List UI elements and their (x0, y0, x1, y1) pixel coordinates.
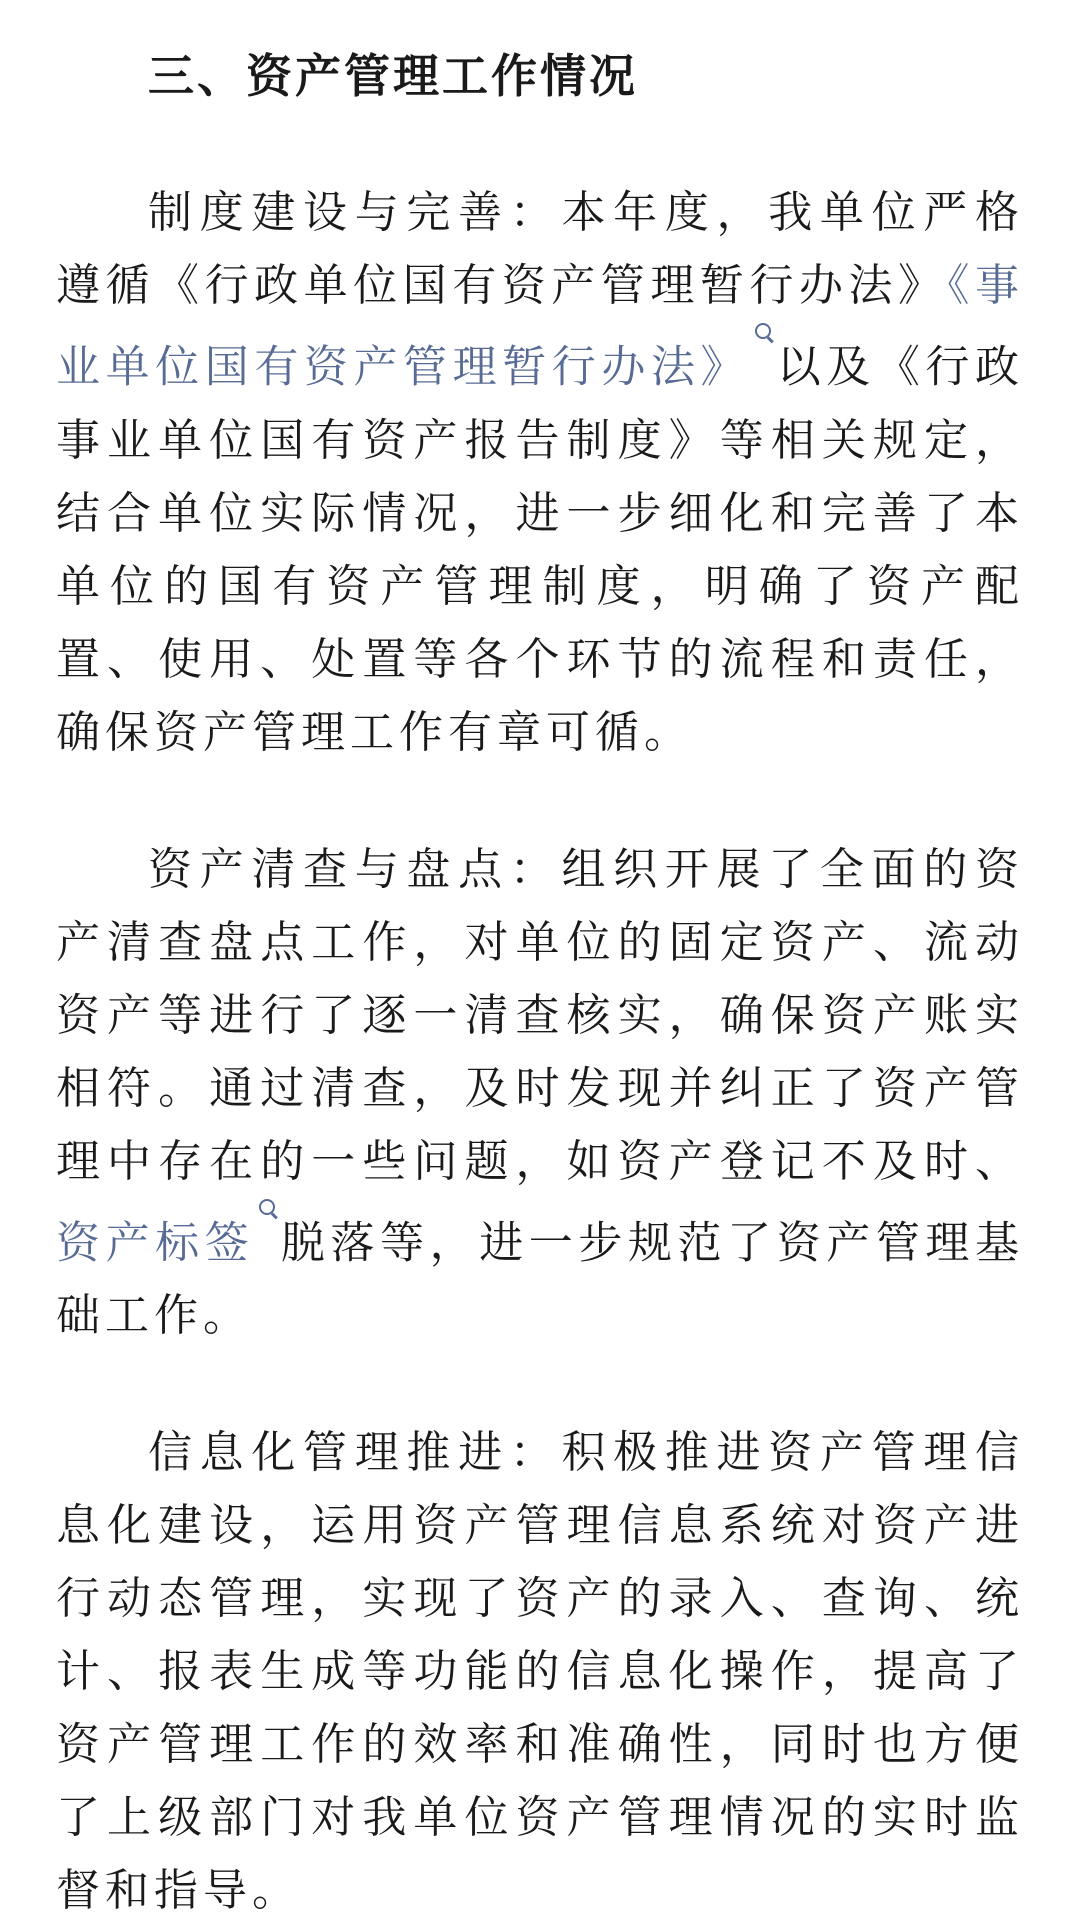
paragraph-text: 资产清查与盘点：组织开展了全面的资产清查盘点工作，对单位的固定资产、流动资产等进行了逐一清查核实，确保资产账实相符。通过清查，及时发现并纠正了资产管理中存在的一些问题，如资产登记不及时、 (56, 843, 1024, 1187)
section-heading: 三、资产管理工作情况 (148, 49, 638, 103)
search-icon[interactable] (258, 1198, 278, 1218)
paragraph-text: 以及《行政事业单位国有资产报告制度》等相关规定，结合单位实际情况，进一步细化和完善了本单位的国有资产管理制度，明确了资产配置、使用、处置等各个环节的流程和责任，确保资产管理工作有章可循。 (56, 341, 1025, 758)
search-icon[interactable] (754, 322, 774, 342)
paragraph-asset-inventory (56, 833, 1024, 1353)
paragraph-text: 信息化管理推进：积极推进资产管理信息化建设，运用资产管理信息系统对资产进行动态管理，实现了资产的录入、查询、统计、报表生成等功能的信息化操作，提高了资产管理工作的效率和准确性，同时也方便了上级部门对我单位资产管理情况的实时监督和指导。 (56, 1427, 1024, 1917)
paragraph-text: 脱落等，进一步规范了资产管理基础工作。 (56, 1217, 1025, 1342)
asset-tag-search-link[interactable]: 资产标签 (56, 1217, 255, 1269)
regulation-search-link[interactable]: 《事业单位国有资产管理暂行办法》 (56, 260, 1025, 393)
paragraph-text: 制度建设与完善：本年度，我单位严格遵循《行政单位国有资产管理暂行办法》 (56, 187, 1024, 311)
paragraph-informatization (56, 1416, 1024, 1927)
paragraph-system-building (56, 176, 1024, 769)
